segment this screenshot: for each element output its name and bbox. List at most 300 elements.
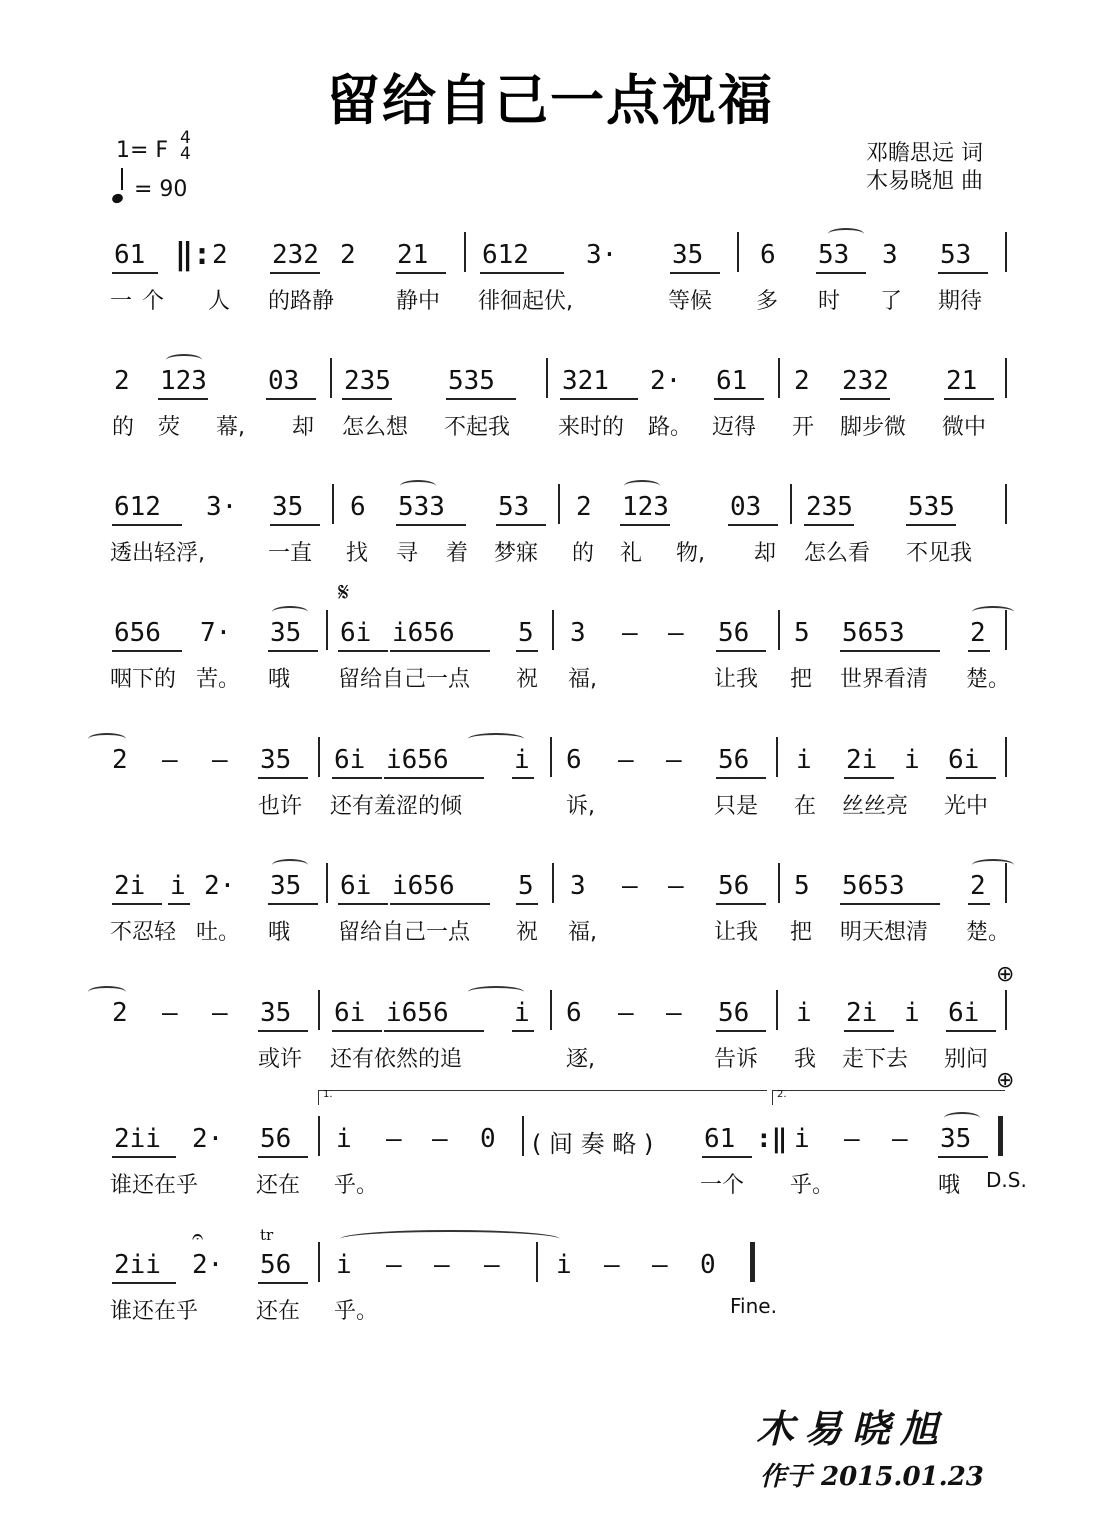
lyric: 吐。 xyxy=(196,920,241,945)
note-group: – xyxy=(622,618,638,648)
lyric: 静中 xyxy=(396,289,441,314)
bar-line xyxy=(536,1242,538,1282)
bar-line xyxy=(776,737,778,777)
bar-line xyxy=(550,737,552,777)
coda-icon: ⊕ xyxy=(996,1068,1015,1093)
underline xyxy=(560,398,638,400)
note-group: 35 xyxy=(672,240,704,270)
lyric: 微中 xyxy=(942,415,987,440)
underline xyxy=(112,1156,176,1158)
note-group: 2 xyxy=(212,240,228,270)
note-group: 2 xyxy=(576,492,592,522)
underline xyxy=(332,1030,382,1032)
lyric: 等候 xyxy=(668,289,713,314)
note-group: 6 xyxy=(566,998,582,1028)
note-group: 56 xyxy=(718,618,750,648)
note-group: 0 xyxy=(700,1250,716,1280)
note-group: 03 xyxy=(268,366,300,396)
underline xyxy=(716,650,766,652)
note-group: i xyxy=(904,745,920,775)
note-group: 53 xyxy=(940,240,972,270)
lyric: 诉, xyxy=(566,794,595,819)
note-group: – xyxy=(618,998,634,1028)
underline xyxy=(844,777,894,779)
underline xyxy=(112,272,158,274)
bar-line xyxy=(318,990,320,1030)
bar-line xyxy=(464,232,466,272)
lyric: 走下去 xyxy=(842,1047,909,1072)
slur xyxy=(400,480,436,492)
lyric: 光中 xyxy=(944,794,989,819)
note-group: 2· xyxy=(192,1250,224,1280)
lyric: 明天想清 xyxy=(840,920,929,945)
lyric: 谁还在乎 xyxy=(110,1299,199,1324)
lyric: 寻 xyxy=(396,541,419,566)
lyric: 荧 xyxy=(158,415,181,440)
lyric: 礼 xyxy=(620,541,643,566)
underline xyxy=(840,650,940,652)
underline xyxy=(804,524,854,526)
lyric: 怎么想 xyxy=(342,415,409,440)
note-group: 235 xyxy=(806,492,853,522)
lyric: 哦 xyxy=(938,1173,961,1198)
underline xyxy=(716,903,766,905)
underline xyxy=(938,1156,988,1158)
note-group: – xyxy=(212,745,228,775)
underline xyxy=(512,1030,534,1032)
lyric: 一个 xyxy=(700,1173,745,1198)
underline xyxy=(258,777,308,779)
note-group: i xyxy=(514,998,530,1028)
underline xyxy=(258,1156,308,1158)
underline xyxy=(516,650,538,652)
note-group: i656 xyxy=(386,745,449,775)
segno-icon: 𝄋 xyxy=(338,578,350,608)
underline xyxy=(332,777,382,779)
tie xyxy=(88,986,126,998)
lyric: 不起我 xyxy=(444,415,511,440)
note-group: – xyxy=(622,871,638,901)
lyric: 着 xyxy=(446,541,469,566)
lyric: 留给自己一点 xyxy=(338,667,471,692)
lyric: 留给自己一点 xyxy=(338,920,471,945)
bar-line xyxy=(318,1242,320,1282)
underline xyxy=(968,903,990,905)
lyric: 丝丝亮 xyxy=(842,794,909,819)
note-group: 6i xyxy=(334,998,366,1028)
lyric: 哦 xyxy=(268,667,291,692)
note-group: i xyxy=(170,871,186,901)
note-group: 5 xyxy=(518,618,534,648)
lyric: 还在 xyxy=(256,1299,301,1324)
quarter-note-icon xyxy=(111,192,124,204)
underline xyxy=(816,272,866,274)
note-group: 6 xyxy=(760,240,776,270)
underline xyxy=(158,398,208,400)
lyric: 世界看清 xyxy=(840,667,929,692)
underline xyxy=(840,903,940,905)
underline xyxy=(946,777,996,779)
lyric: 的路静 xyxy=(268,289,335,314)
note-group: 6i xyxy=(948,998,980,1028)
lyric: 福, xyxy=(568,667,597,692)
lyric: 个 xyxy=(142,289,165,314)
bar-line xyxy=(737,232,739,272)
tie xyxy=(340,1230,560,1248)
note-group: – xyxy=(484,1250,500,1280)
underline xyxy=(338,903,388,905)
lyric: 乎。 xyxy=(790,1173,835,1198)
note-group: 35 xyxy=(270,618,302,648)
note-group: 321 xyxy=(562,366,609,396)
lyric: 逐, xyxy=(566,1047,595,1072)
bar-line xyxy=(1005,737,1007,777)
lyric: 福, xyxy=(568,920,597,945)
lyric: 幕, xyxy=(216,415,245,440)
tie xyxy=(88,733,126,745)
lyric: 哦 xyxy=(268,920,291,945)
underline xyxy=(270,524,320,526)
bar-line xyxy=(326,610,328,650)
lyric: 透出轻浮, xyxy=(110,541,205,566)
note-group: – xyxy=(666,745,682,775)
underline xyxy=(968,650,990,652)
lyric: 一直 xyxy=(268,541,313,566)
lyric: 乎。 xyxy=(334,1173,379,1198)
lyric: 别问 xyxy=(944,1047,989,1072)
slur xyxy=(828,228,864,240)
note-group: – xyxy=(844,1124,860,1154)
bar-line xyxy=(558,484,560,524)
note-group: i xyxy=(336,1250,352,1280)
note-group: 35 xyxy=(260,998,292,1028)
note-group: 2 xyxy=(794,366,810,396)
note-group: i xyxy=(514,745,530,775)
lyric: 也许 xyxy=(258,794,303,819)
note-group: 235 xyxy=(344,366,391,396)
note-group: 53 xyxy=(498,492,530,522)
note-group: i xyxy=(904,998,920,1028)
fine-label: Fine. xyxy=(730,1294,777,1318)
note-group: 2 xyxy=(970,871,986,901)
underline xyxy=(702,1156,752,1158)
note-group: – xyxy=(604,1250,620,1280)
underline xyxy=(716,777,766,779)
underline xyxy=(496,524,546,526)
note-group: 3· xyxy=(206,492,238,522)
bar-line xyxy=(1005,358,1007,398)
note-group: – xyxy=(618,745,634,775)
underline xyxy=(168,903,190,905)
underline xyxy=(620,524,670,526)
lyric: 楚。 xyxy=(966,920,1011,945)
bar-line xyxy=(552,863,554,903)
note-group: 56 xyxy=(718,871,750,901)
note-group: 35 xyxy=(272,492,304,522)
underline xyxy=(268,650,318,652)
lyric: 楚。 xyxy=(966,667,1011,692)
note-group: – xyxy=(652,1250,668,1280)
note-group: i656 xyxy=(392,618,455,648)
slur xyxy=(624,480,660,492)
note-group: – xyxy=(386,1250,402,1280)
tempo-value: = 90 xyxy=(134,177,188,202)
underline xyxy=(112,1282,176,1284)
note-group: 2ii xyxy=(114,1250,161,1280)
bar-line xyxy=(522,1116,524,1156)
note-group: 6 xyxy=(566,745,582,775)
volta-1-label: 1. xyxy=(323,1089,333,1100)
note-group: 56 xyxy=(718,745,750,775)
note-group: 53 xyxy=(818,240,850,270)
note-group: – xyxy=(212,998,228,1028)
lyric: 还在 xyxy=(256,1173,301,1198)
lyric: 把 xyxy=(790,667,813,692)
lyric: 在 xyxy=(794,794,817,819)
note-group: 0 xyxy=(480,1124,496,1154)
note-group: 2i xyxy=(114,871,146,901)
bar-line xyxy=(318,1116,320,1156)
note-group: 21 xyxy=(946,366,978,396)
note-group: 2 xyxy=(970,618,986,648)
underline xyxy=(946,1030,996,1032)
lyric: 苦。 xyxy=(196,667,241,692)
lyric: 徘徊起伏, xyxy=(478,289,573,314)
note-group: i xyxy=(794,1124,810,1154)
note-group: i656 xyxy=(392,871,455,901)
note-group: i xyxy=(336,1124,352,1154)
underline xyxy=(268,903,318,905)
lyric: 的 xyxy=(112,415,135,440)
note-group: 56 xyxy=(718,998,750,1028)
note-group: 35 xyxy=(270,871,302,901)
bar-line xyxy=(1005,990,1007,1030)
note-group: i xyxy=(796,745,812,775)
slur xyxy=(468,986,524,998)
note-group: 232 xyxy=(842,366,889,396)
note-group: – xyxy=(668,871,684,901)
bar-line xyxy=(332,484,334,524)
note-group: 6 xyxy=(350,492,366,522)
lyric: 迈得 xyxy=(712,415,757,440)
signature-name: 木易晓旭 xyxy=(756,1406,949,1451)
lyric: 多 xyxy=(756,289,779,314)
note-group: 612 xyxy=(114,492,161,522)
note-group: 535 xyxy=(908,492,955,522)
note-group: 35 xyxy=(940,1124,972,1154)
note-group: 533 xyxy=(398,492,445,522)
note-group: – xyxy=(668,618,684,648)
note-group: 535 xyxy=(448,366,495,396)
second-ending-bracket xyxy=(772,1090,1005,1105)
bar-line xyxy=(1005,484,1007,524)
note-group: – xyxy=(666,998,682,1028)
bar-line xyxy=(318,737,320,777)
note-group: 5653 xyxy=(842,871,905,901)
lyric: 的 xyxy=(572,541,595,566)
lyric: 告诉 xyxy=(714,1047,759,1072)
note-group: 5 xyxy=(518,871,534,901)
note-group: 35 xyxy=(260,745,292,775)
note-group: 03 xyxy=(730,492,762,522)
lyric: 或许 xyxy=(258,1047,303,1072)
bar-line xyxy=(790,484,792,524)
underline xyxy=(338,650,388,652)
signature-date: 作于 2015.01.23 xyxy=(760,1462,984,1492)
lyric: 找 xyxy=(346,541,369,566)
note-group: 5 xyxy=(794,618,810,648)
note-group: 7· xyxy=(200,618,232,648)
note-group: 2 xyxy=(340,240,356,270)
lyric: 时 xyxy=(818,289,841,314)
lyric: 乎。 xyxy=(334,1299,379,1324)
note-group: – xyxy=(162,998,178,1028)
underline xyxy=(716,1030,766,1032)
note-group: 2 xyxy=(112,745,128,775)
slur xyxy=(272,606,308,618)
note-group: 2· xyxy=(650,366,682,396)
note-group: 2i xyxy=(846,745,878,775)
final-bar-line xyxy=(750,1242,755,1282)
lyric: 开 xyxy=(792,415,815,440)
lyric: 人 xyxy=(208,289,231,314)
underline xyxy=(512,777,534,779)
underline xyxy=(396,524,466,526)
composer: 木易晓旭 曲 xyxy=(866,169,983,194)
note-group: i xyxy=(556,1250,572,1280)
note-group: 6i xyxy=(340,871,372,901)
bar-line xyxy=(778,358,780,398)
note-group: 3 xyxy=(570,618,586,648)
note-group: 612 xyxy=(482,240,529,270)
note-stem xyxy=(121,168,123,190)
bar-line xyxy=(778,610,780,650)
note-group: – xyxy=(162,745,178,775)
time-signature-top: 4 xyxy=(180,128,191,148)
first-ending-bracket xyxy=(318,1090,767,1105)
note-group: 61 xyxy=(114,240,146,270)
bar-line xyxy=(776,990,778,1030)
underline xyxy=(270,272,320,274)
volta-2-label: 2. xyxy=(777,1089,787,1100)
underline xyxy=(714,398,764,400)
note-group: 3· xyxy=(586,240,618,270)
bar-line xyxy=(778,863,780,903)
lyric: 祝 xyxy=(516,667,539,692)
note-group: – xyxy=(434,1250,450,1280)
underline xyxy=(384,777,484,779)
note-group: 61 xyxy=(704,1124,736,1154)
note-group: 2i xyxy=(846,998,878,1028)
lyric: 咽下的 xyxy=(110,667,177,692)
coda-icon: ⊕ xyxy=(996,962,1015,987)
lyric: 还有羞涩的倾 xyxy=(330,794,463,819)
underline xyxy=(342,398,392,400)
underline xyxy=(516,903,538,905)
repeat-end-icon: :‖ xyxy=(756,1124,788,1154)
time-signature-bottom: 4 xyxy=(180,144,191,164)
note-group: 2· xyxy=(204,871,236,901)
note-group: 232 xyxy=(272,240,319,270)
underline xyxy=(112,650,182,652)
note-group: 6i xyxy=(948,745,980,775)
underline xyxy=(844,1030,894,1032)
underline xyxy=(112,903,162,905)
lyric: 来时的 xyxy=(558,415,625,440)
slur xyxy=(166,354,202,366)
underline xyxy=(670,272,720,274)
lyric: 却 xyxy=(754,541,777,566)
song-title: 留给自己一点祝福 xyxy=(326,69,774,132)
lyric: 让我 xyxy=(714,920,759,945)
lyric: 梦寐 xyxy=(494,541,539,566)
bar-line xyxy=(326,863,328,903)
fermata-icon: 𝄐 xyxy=(192,1224,204,1248)
note-group: 2 xyxy=(112,998,128,1028)
note-group: 5 xyxy=(794,871,810,901)
lyric: 祝 xyxy=(516,920,539,945)
note-group: 56 xyxy=(260,1124,292,1154)
lyric: 怎么看 xyxy=(804,541,871,566)
lyric: 不忍轻 xyxy=(110,920,177,945)
lyric: 还有依然的追 xyxy=(330,1047,463,1072)
note-group: – xyxy=(892,1124,908,1154)
note-group: 656 xyxy=(114,618,161,648)
lyric: 把 xyxy=(790,920,813,945)
note-group: 6i xyxy=(340,618,372,648)
slur xyxy=(944,1112,980,1124)
interlude-note: ( 间 奏 略 ) xyxy=(532,1130,654,1158)
tie xyxy=(972,606,1014,618)
note-group: 61 xyxy=(716,366,748,396)
underline xyxy=(112,524,182,526)
key-signature: 1= F xyxy=(116,138,169,163)
lyric: 物, xyxy=(676,541,705,566)
underline xyxy=(938,272,988,274)
bar-line xyxy=(1005,232,1007,272)
repeat-start-icon: ‖: xyxy=(175,237,212,272)
underline xyxy=(944,398,994,400)
lyric: 一 xyxy=(110,289,133,314)
note-group: 2· xyxy=(192,1124,224,1154)
dal-segno-label: D.S. xyxy=(986,1168,1027,1192)
trill-mark: tr xyxy=(260,1226,274,1244)
underline xyxy=(396,272,446,274)
underline xyxy=(906,524,956,526)
note-group: 2 xyxy=(114,366,130,396)
bar-line xyxy=(546,358,548,398)
lyric: 路。 xyxy=(648,415,693,440)
underline xyxy=(446,398,516,400)
lyric: 了 xyxy=(880,289,903,314)
note-group: 123 xyxy=(622,492,669,522)
note-group: 56 xyxy=(260,1250,292,1280)
underline xyxy=(390,903,490,905)
note-group: – xyxy=(386,1124,402,1154)
note-group: 123 xyxy=(160,366,207,396)
credits xyxy=(866,140,983,196)
underline xyxy=(384,1030,484,1032)
note-group: 2ii xyxy=(114,1124,161,1154)
tie xyxy=(972,859,1014,871)
note-group: 21 xyxy=(397,240,429,270)
underline xyxy=(480,272,564,274)
note-group: 3 xyxy=(882,240,898,270)
underline xyxy=(728,524,778,526)
lyric: 让我 xyxy=(714,667,759,692)
underline xyxy=(840,398,890,400)
underline xyxy=(258,1030,308,1032)
